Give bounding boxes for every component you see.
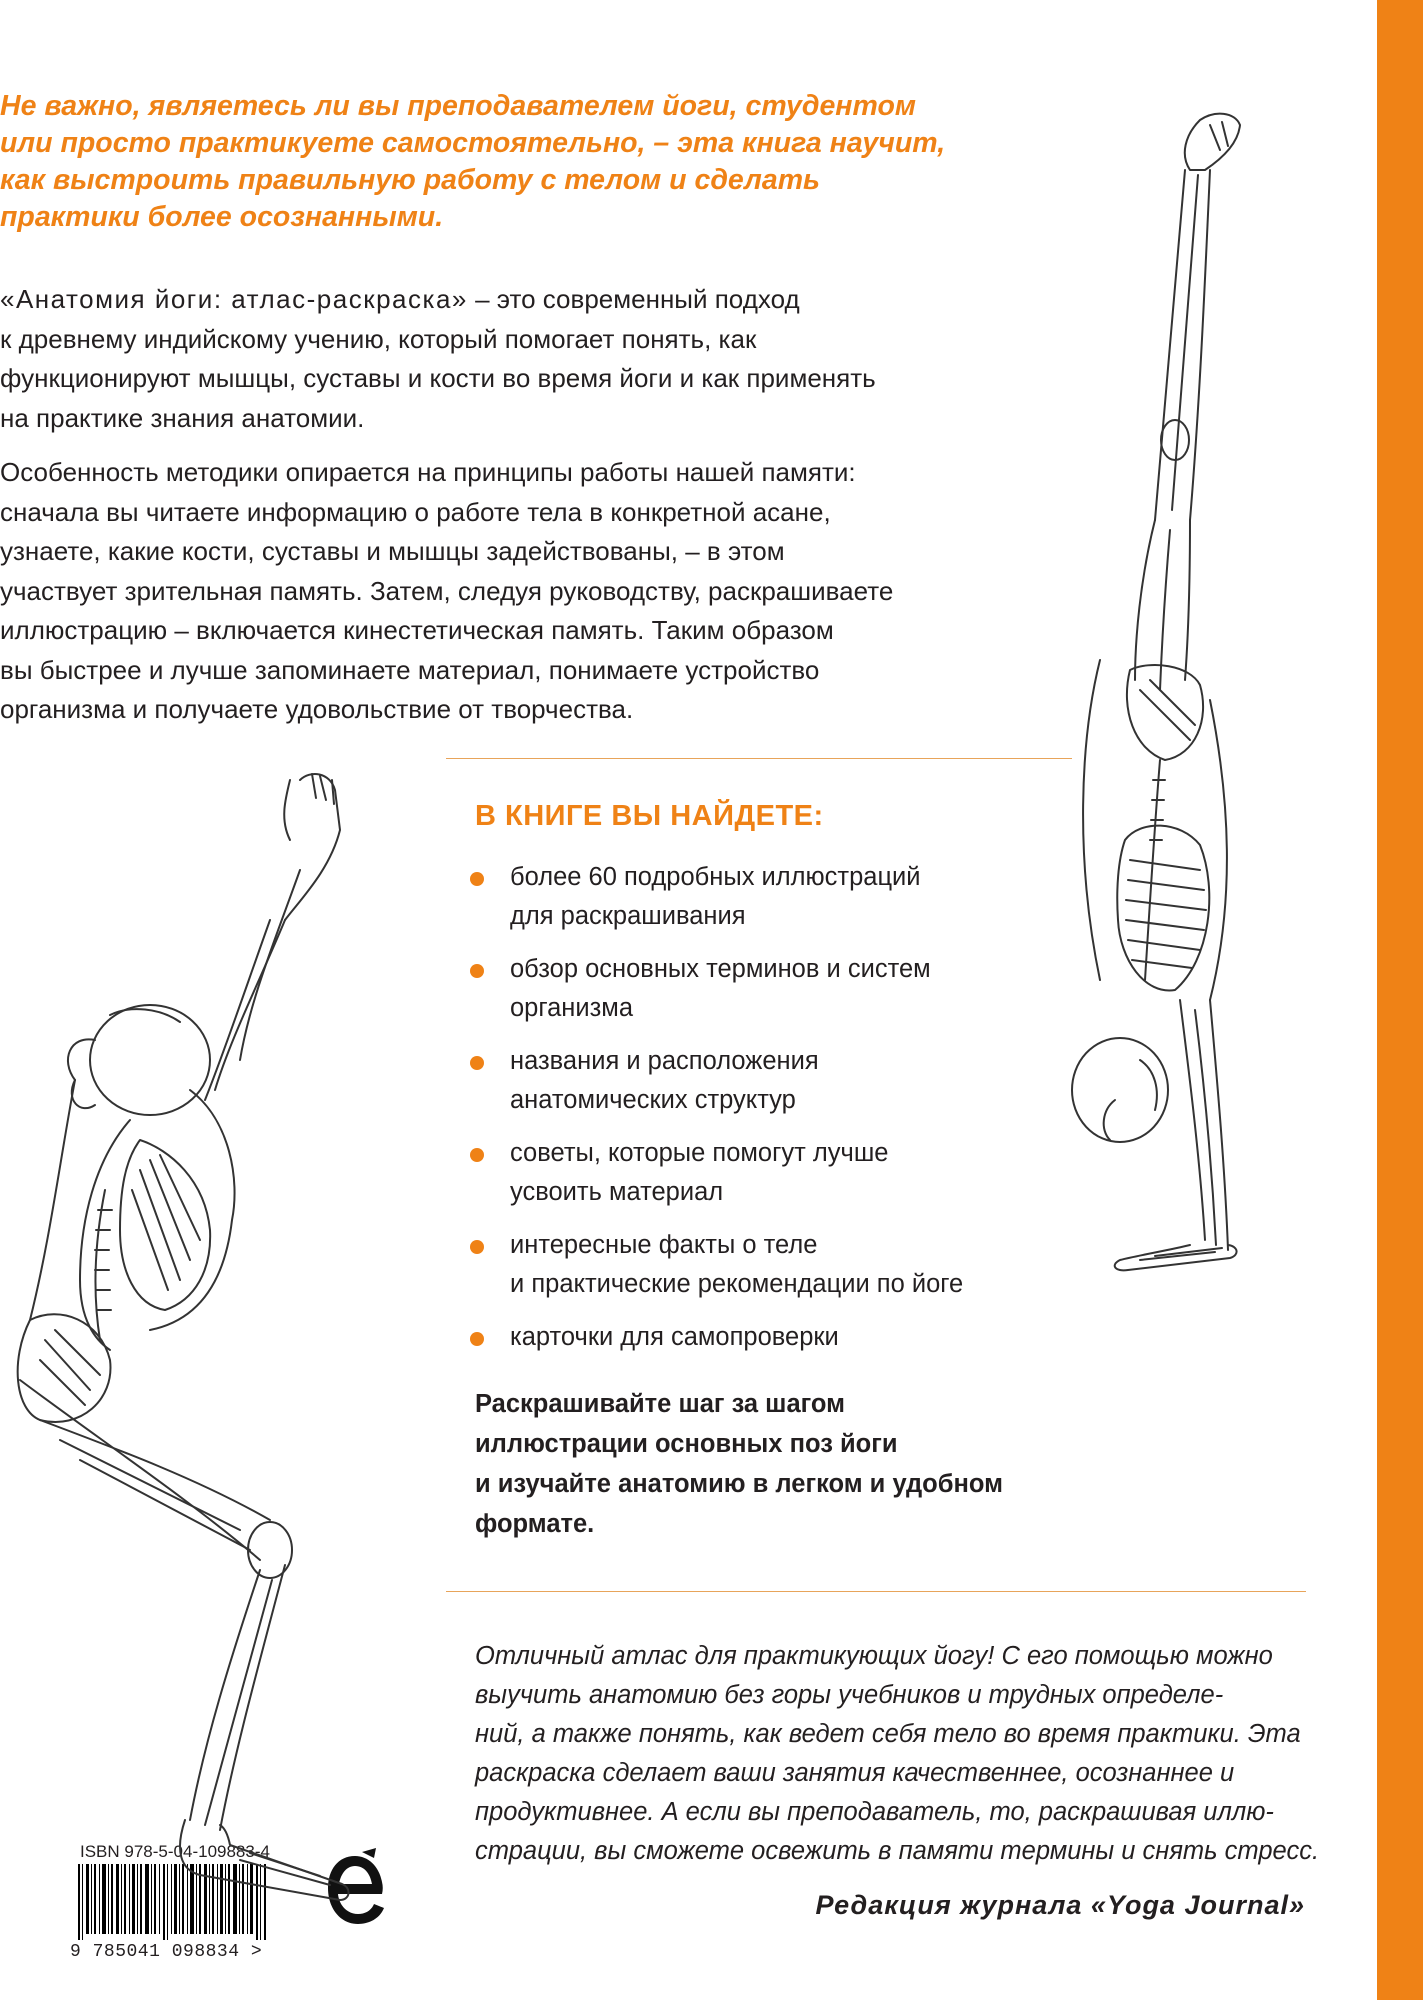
review-line: страции, вы сможете освежить в памяти термины и снять стресс. <box>475 1837 1320 1865</box>
features-list <box>470 858 1110 1371</box>
method-paragraph <box>0 453 960 730</box>
intro-line: Не важно, являетесь ли вы преподавателем йоги, студентом <box>0 90 916 122</box>
book-title: «Анатомия йоги: атлас-раскраска» <box>0 284 468 314</box>
method-line: иллюстрацию – включается кинестетическая память. Таким образом <box>0 615 834 645</box>
method-line: участвует зрительная память. Затем, следуя руководству, раскрашиваете <box>0 575 894 606</box>
bullet-icon <box>470 1240 484 1254</box>
description-line-rest: – это современный подход <box>467 284 800 314</box>
intro-line: или просто практикуете самостоятельно, – эта книга научит, <box>0 127 946 159</box>
review-line: выучить анатомию без горы учебников и трудных определе- <box>475 1681 1224 1709</box>
bullet-icon <box>470 964 484 978</box>
feature-item <box>470 1318 1110 1357</box>
description-line: на практике знания анатомии. <box>0 402 365 433</box>
handstand-anatomy-illustration <box>1040 100 1280 1400</box>
description-line <box>0 280 960 320</box>
feature-line: анатомических структур <box>510 1086 796 1114</box>
description-paragraph <box>0 280 960 438</box>
call-to-action <box>475 1384 1003 1544</box>
feature-line: более 60 подробных иллюстраций <box>510 863 921 891</box>
review-line: раскраска сделает ваши занятия качественнее, осознаннее и <box>475 1759 1235 1787</box>
feature-line: названия и расположения <box>510 1047 819 1075</box>
chair-pose-anatomy-illustration <box>0 760 380 1980</box>
feature-line: интересные факты о теле <box>510 1231 818 1259</box>
feature-item <box>470 1226 1110 1304</box>
feature-item <box>470 1134 1110 1212</box>
cta-line: иллюстрации основных поз йоги <box>475 1430 898 1458</box>
feature-line: для раскрашивания <box>510 902 746 930</box>
isbn-label: ISBN 978-5-04-109883-4 <box>80 1842 270 1861</box>
intro-line: как выстроить правильную работу с телом и сделать <box>0 164 820 196</box>
cta-line: Раскрашивайте шаг за шагом <box>475 1390 846 1418</box>
feature-line: усвоить материал <box>510 1178 724 1206</box>
divider-bottom <box>446 1591 1306 1592</box>
feature-line: организма <box>510 994 634 1022</box>
feature-line: карточки для самопроверки <box>510 1323 839 1351</box>
features-heading: В КНИГЕ ВЫ НАЙДЕТЕ: <box>475 800 824 832</box>
divider-top <box>446 758 1072 759</box>
intro-lead <box>0 88 946 236</box>
intro-line: практики более осознанными. <box>0 201 444 233</box>
method-line: Особенность методики опирается на принципы работы нашей памяти: <box>0 457 856 487</box>
review-quote <box>475 1637 1320 1871</box>
feature-item <box>470 950 1110 1028</box>
feature-line: советы, которые помогут лучше <box>510 1139 889 1167</box>
method-line: узнаете, какие кости, суставы и мышцы задействованы, – в этом <box>0 536 785 566</box>
barcode-digits: 9 785041 098834 > <box>70 1942 263 1962</box>
cta-line: и изучайте анатомию в легком и удобном <box>475 1470 1004 1498</box>
bullet-icon <box>470 1148 484 1162</box>
bullet-icon <box>470 1056 484 1070</box>
review-attribution: Редакция журнала «Yoga Journal» <box>815 1890 1305 1920</box>
review-line: Отличный атлас для практикующих йогу! С его помощью можно <box>475 1642 1273 1670</box>
method-line: сначала вы читаете информацию о работе тела в конкретной асане, <box>0 496 831 527</box>
review-line: ний, а также понять, как ведет себя тело во время практики. Эта <box>475 1720 1301 1748</box>
bullet-icon <box>470 1332 484 1346</box>
description-line: функционируют мышцы, суставы и кости во время йоги и как применять <box>0 363 876 393</box>
cta-line: формате. <box>475 1510 595 1538</box>
feature-item <box>470 858 1110 936</box>
review-line: продуктивнее. А если вы преподаватель, то, раскрашивая иллю- <box>475 1798 1274 1826</box>
bullet-icon <box>470 872 484 886</box>
feature-line: обзор основных терминов и систем <box>510 955 931 983</box>
feature-line: и практические рекомендации по йоге <box>510 1270 964 1298</box>
orange-side-stripe <box>1377 0 1423 2000</box>
method-line: вы быстрее и лучше запоминаете материал, понимаете устройство <box>0 654 820 685</box>
feature-item <box>470 1042 1110 1120</box>
description-line: к древнему индийскому учению, который помогает понять, как <box>0 323 757 354</box>
method-line: организма и получаете удовольствие от творчества. <box>0 694 634 724</box>
